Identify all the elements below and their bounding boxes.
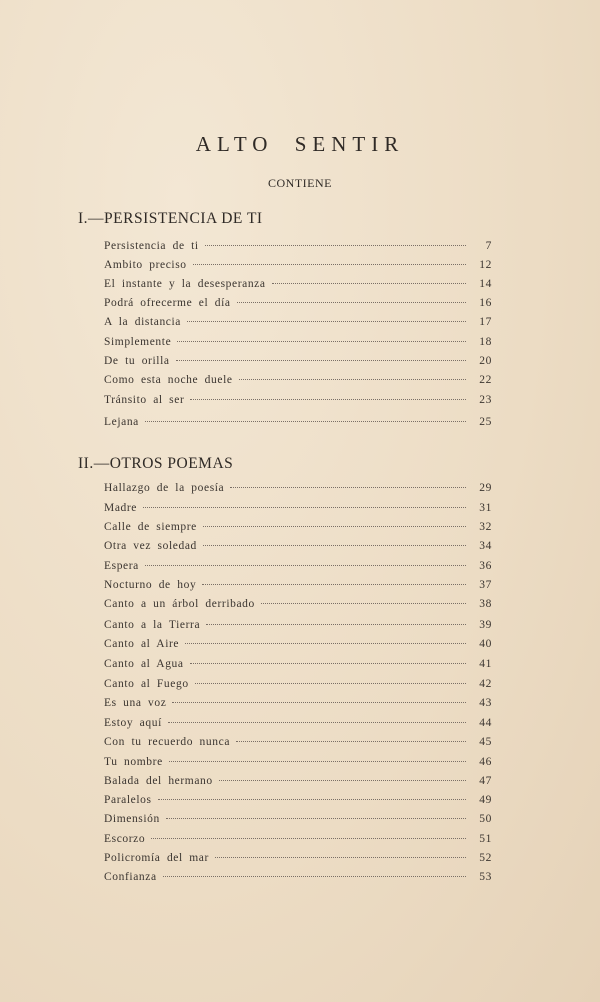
entry-title: Con tu recuerdo nunca <box>104 736 231 748</box>
entry-title: Tu nombre <box>104 756 163 768</box>
page-number: 52 <box>479 852 492 864</box>
entry-title: Policromía del mar <box>104 852 209 864</box>
toc-entry <box>104 259 492 271</box>
entry-title: Estoy aquí <box>104 717 162 729</box>
dot-leader <box>158 799 466 800</box>
dot-leader <box>166 818 466 819</box>
dot-leader <box>193 264 466 265</box>
entry-title: Otra vez soledad <box>104 540 197 552</box>
toc-entry <box>104 638 492 650</box>
entry-title: Es una voz <box>104 697 167 709</box>
toc-entry <box>104 336 492 348</box>
toc-entry <box>104 871 492 883</box>
page-number: 43 <box>479 697 492 709</box>
entry-title: Paralelos <box>104 794 152 806</box>
toc-entry <box>104 813 492 825</box>
page-number: 53 <box>479 871 492 883</box>
page-number: 41 <box>479 658 492 670</box>
toc-entry <box>104 416 492 428</box>
dot-leader <box>237 302 466 303</box>
toc-entry <box>104 775 492 787</box>
book-title: ALTO SENTIR <box>195 132 405 156</box>
dot-leader <box>202 584 466 585</box>
page-number: 37 <box>479 579 492 591</box>
toc-entry <box>104 374 492 386</box>
entry-title: Canto al Fuego <box>104 678 189 690</box>
dot-leader <box>190 399 466 400</box>
toc-entry <box>104 355 492 367</box>
dot-leader <box>195 683 466 684</box>
dot-leader <box>219 780 466 781</box>
page-number: 49 <box>479 794 492 806</box>
dot-leader <box>169 761 466 762</box>
toc-entry <box>104 297 492 309</box>
entry-title: A la distancia <box>104 316 181 328</box>
page-number: 29 <box>479 482 492 494</box>
entry-title: Como esta noche duele <box>104 374 233 386</box>
dot-leader <box>230 487 466 488</box>
dot-leader <box>145 565 466 566</box>
entry-title: Canto a la Tierra <box>104 619 201 631</box>
entry-title: Calle de siempre <box>104 521 197 533</box>
toc-entry <box>104 736 492 748</box>
toc-entry <box>104 540 492 552</box>
dot-leader <box>205 245 466 246</box>
toc-entry <box>104 756 492 768</box>
page-number: 16 <box>479 297 492 309</box>
toc-entry <box>104 521 492 533</box>
dot-leader <box>206 624 466 625</box>
toc-entry <box>104 316 492 328</box>
dot-leader <box>151 838 466 839</box>
entry-title: Hallazgo de la poesía <box>104 482 225 494</box>
page-number: 20 <box>479 355 492 367</box>
dot-leader <box>190 663 466 664</box>
page-number: 31 <box>479 502 492 514</box>
dot-leader <box>272 283 466 284</box>
page-number: 25 <box>479 416 492 428</box>
page-number: 51 <box>479 833 492 845</box>
page-number: 40 <box>479 638 492 650</box>
entry-title: Dimensión <box>104 813 160 825</box>
page-number: 18 <box>479 336 492 348</box>
entry-title: Nocturno de hoy <box>104 579 197 591</box>
page-number: 7 <box>485 240 492 252</box>
page-number: 50 <box>479 813 492 825</box>
entry-title: Confianza <box>104 871 157 883</box>
section-title: II.—OTROS POEMAS <box>78 455 234 472</box>
dot-leader <box>203 526 466 527</box>
dot-leader <box>172 702 466 703</box>
toc-entry <box>104 619 492 631</box>
dot-leader <box>261 603 466 604</box>
dot-leader <box>163 876 466 877</box>
toc-entry <box>104 833 492 845</box>
toc-entry <box>104 579 492 591</box>
toc-entry <box>104 717 492 729</box>
entry-title: Tránsito al ser <box>104 394 185 406</box>
entry-title: Persistencia de ti <box>104 240 199 252</box>
toc-entry <box>104 658 492 670</box>
toc-entry <box>104 482 492 494</box>
toc-entry <box>104 794 492 806</box>
page-number: 47 <box>479 775 492 787</box>
toc-entry <box>104 852 492 864</box>
contents-heading: CONTIENE <box>268 176 332 190</box>
toc-entry <box>104 598 492 610</box>
page-number: 46 <box>479 756 492 768</box>
page-number: 39 <box>479 619 492 631</box>
page-number: 22 <box>479 374 492 386</box>
page-number: 23 <box>479 394 492 406</box>
page-number: 17 <box>479 316 492 328</box>
page-number: 44 <box>479 717 492 729</box>
entry-title: De tu orilla <box>104 355 170 367</box>
page-number: 34 <box>479 540 492 552</box>
dot-leader <box>143 507 466 508</box>
toc-entry <box>104 502 492 514</box>
page-number: 32 <box>479 521 492 533</box>
page-number: 12 <box>479 259 492 271</box>
dot-leader <box>176 360 466 361</box>
entry-title: Escorzo <box>104 833 146 845</box>
entry-title: Espera <box>104 560 139 572</box>
entry-title: Ambito preciso <box>104 259 187 271</box>
entry-title: Canto a un árbol derribado <box>104 598 255 610</box>
toc-entry <box>104 278 492 290</box>
entry-title: Balada del hermano <box>104 775 213 787</box>
toc-entry <box>104 678 492 690</box>
entry-title: Canto al Agua <box>104 658 184 670</box>
dot-leader <box>236 741 466 742</box>
page-number: 36 <box>479 560 492 572</box>
toc-entry <box>104 560 492 572</box>
page-number: 45 <box>479 736 492 748</box>
entry-title: Podrá ofrecerme el día <box>104 297 231 309</box>
toc-entry <box>104 240 492 252</box>
page-number: 38 <box>479 598 492 610</box>
dot-leader <box>168 722 466 723</box>
dot-leader <box>177 341 466 342</box>
entry-title: Lejana <box>104 416 139 428</box>
page-number: 42 <box>479 678 492 690</box>
entry-title: Canto al Aire <box>104 638 180 650</box>
section-title: I.—PERSISTENCIA DE TI <box>78 210 263 227</box>
toc-entry <box>104 394 492 406</box>
page-number: 14 <box>479 278 492 290</box>
dot-leader <box>239 379 466 380</box>
toc-entry <box>104 697 492 709</box>
entry-title: Madre <box>104 502 138 514</box>
entry-title: El instante y la desesperanza <box>104 278 266 290</box>
dot-leader <box>215 857 466 858</box>
dot-leader <box>185 643 466 644</box>
dot-leader <box>187 321 466 322</box>
dot-leader <box>145 421 466 422</box>
dot-leader <box>203 545 466 546</box>
entry-title: Simplemente <box>104 336 172 348</box>
